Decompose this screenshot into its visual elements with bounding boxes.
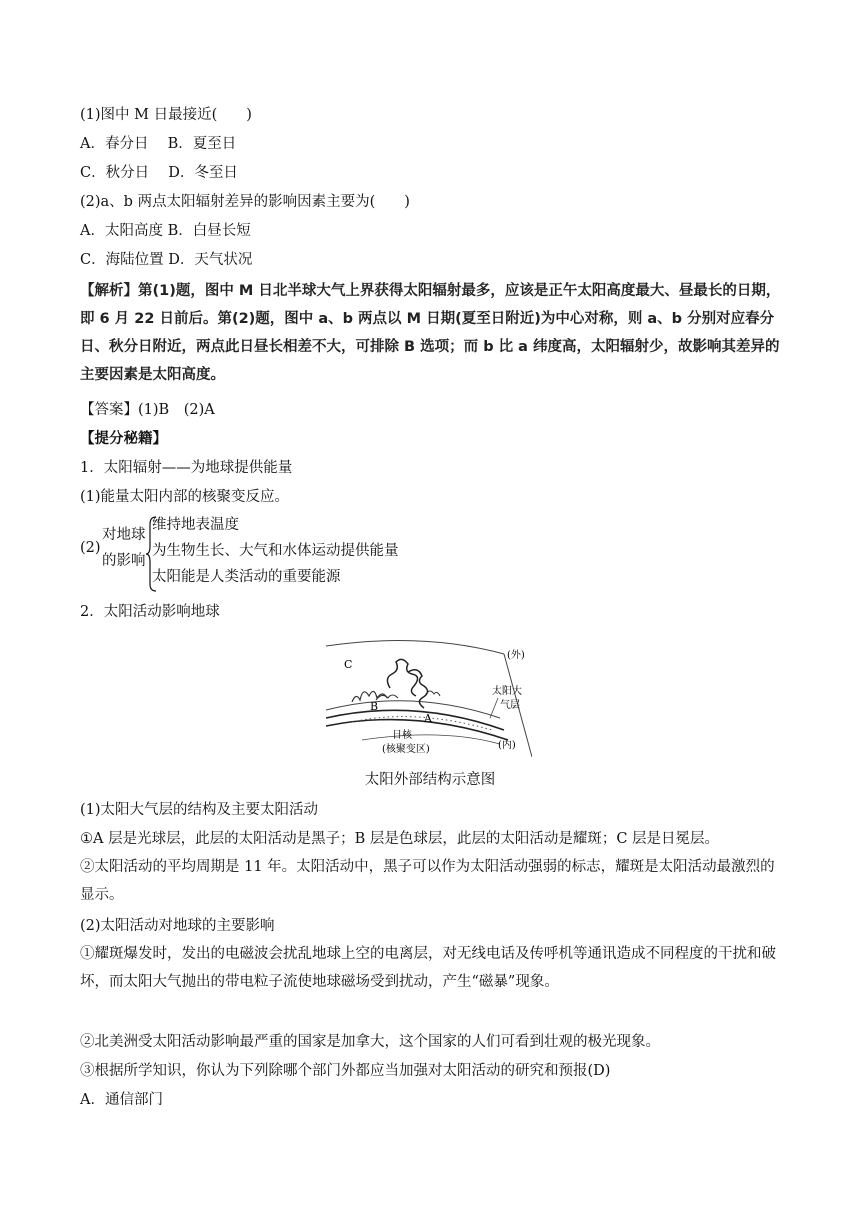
section-2-point-2-item-1: ①耀斑爆发时，发出的电磁波会扰乱地球上空的电离层，对无线电话及传呼机等通讯造成不同程度的干扰和破坏，而太阳大气抛出的带电粒子流使地球磁场受到扰动，产生“磁暴”现象。: [80, 946, 776, 990]
question-2: (2)a、b 两点太阳辐射差异的影响因素主要为( ): [80, 194, 410, 210]
question-2-options-ab: A．太阳高度 B．白昼长短: [80, 223, 251, 239]
section-2-point-2-item-2: ②北美洲受太阳活动影响最严重的国家是加拿大，这个国家的人们可看到壮观的极光现象。: [80, 1034, 660, 1050]
section-1-title: 1．太阳辐射——为地球提供能量: [80, 460, 293, 476]
point-2-label-line2: 的影响: [102, 553, 146, 569]
point-2-label-line1: 对地球: [102, 527, 146, 543]
question-1-options-ab: A．春分日 B．夏至日: [80, 136, 237, 152]
layer-a-label: A: [424, 712, 432, 725]
question-1-options-cd: C．秋分日 D．冬至日: [80, 165, 238, 181]
core-sub-label: (核聚变区): [382, 744, 430, 755]
section-2-point-1-item-2: ②太阳活动的平均周期是 11 年。太阳活动中，黑子可以作为太阳活动强弱的标志，耀斑是太阳活动最激烈的显示。: [80, 859, 775, 903]
answer-line: 【答案】(1)B (2)A: [80, 402, 215, 418]
analysis-paragraph: 【解析】第(1)题，图中 M 日北半球大气上界获得太阳辐射最多，应该是正午太阳高度最大、昼最长的日期，即 6 月 22 日前后。第(2)题，图中 a、b 两点以 M 日期(夏至日附近)为中心对称，则 a、b 分别对应春分日、秋分日附近，两点此日昼长相差不大，可排除 B 选项；而 b 比 a 纬度高，太阳辐射少，故影响其差异的主要因素是太阳高度。: [80, 283, 781, 383]
outer-label: (外): [507, 650, 525, 661]
section-2-point-1: (1)太阳大气层的结构及主要太阳活动: [80, 802, 319, 818]
impact-item-3: 太阳能是人类活动的重要能源: [152, 569, 341, 585]
figure-caption: 太阳外部结构示意图: [364, 772, 496, 788]
layer-b-label: B: [370, 700, 379, 713]
section-1-point-2: [80, 514, 580, 594]
section-2-point-2: (2)太阳活动对地球的主要影响: [80, 918, 275, 934]
section-2-title: 2．太阳活动影响地球: [80, 604, 220, 620]
impact-item-2: 为生物生长、大气和水体运动提供能量: [152, 543, 399, 559]
point-2-number: (2): [80, 540, 101, 556]
impact-item-1: 维持地表温度: [152, 517, 239, 533]
layer-c-label: C: [344, 658, 353, 671]
section-2-point-2-item-3: ③根据所学知识，你认为下列除哪个部门外都应当加强对太阳活动的研究和预报(D): [80, 1063, 611, 1079]
question-2-options-cd: C．海陆位置 D．天气状况: [80, 252, 253, 268]
atmosphere-label-1: 太阳大: [492, 686, 522, 697]
tips-title: 【提分秘籍】: [80, 430, 167, 447]
option-a: A．通信部门: [80, 1092, 163, 1108]
section-1-point-1: (1)能量太阳内部的核聚变反应。: [80, 489, 290, 505]
question-1: (1)图中 M 日最接近( ): [80, 107, 252, 123]
core-label: 日核: [392, 730, 412, 741]
sun-structure-figure: [322, 632, 532, 760]
section-2-point-1-item-1: ①A 层是光球层，此层的太阳活动是黑子；B 层是色球层，此层的太阳活动是耀斑；C 层是日冕层。: [80, 831, 720, 847]
inner-label: (内): [498, 740, 516, 751]
atmosphere-label-2: 气层: [500, 700, 520, 711]
